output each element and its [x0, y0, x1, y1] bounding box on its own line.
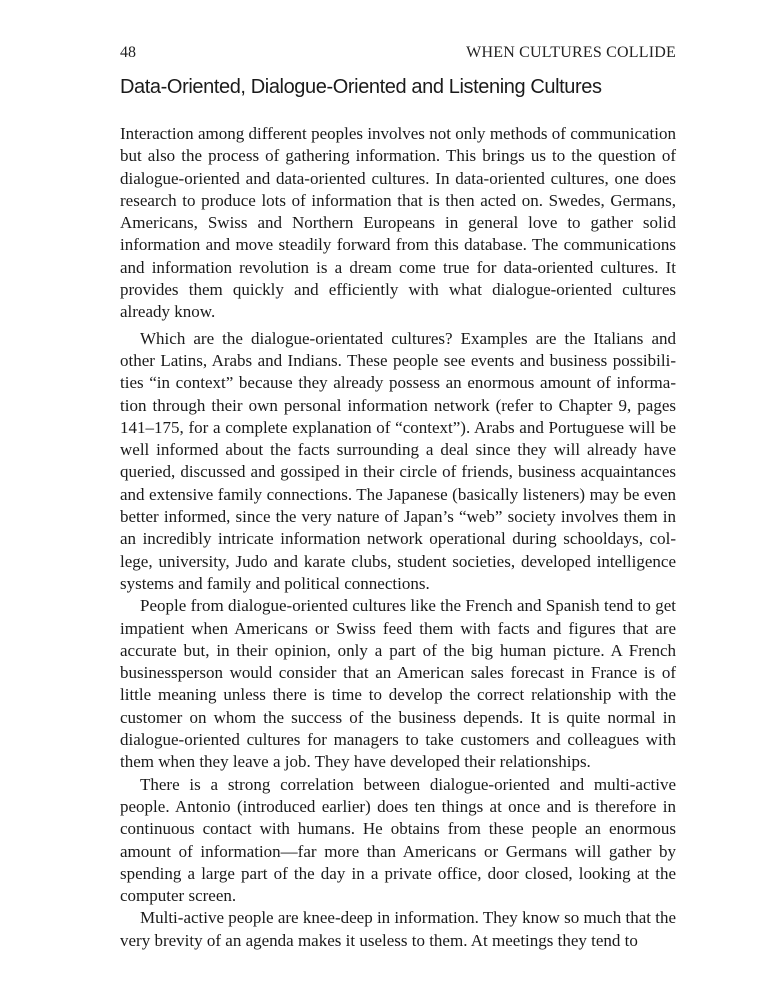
running-title: WHEN CULTURES COLLIDE — [466, 44, 676, 61]
paragraph-4: There is a strong correlation between dialogue-oriented and multi-active people. Antonio (introduced earlier) does ten things at once and is therefore in continuous contact with humans. He obtains from these people an enormous amount of information—far more than Americans or Germans will gather by spending a large part of the day in a private office, door closed, looking at the computer screen. — [120, 774, 676, 906]
paragraph-1: Interaction among different peoples involves not only methods of communication but also the process of gathering information. This brings us to the question of dialogue-oriented and data-oriented cultures. In data-oriented cultures, one does research to produce lots of information that is then acted on. Swedes, Germans, Americans, Swiss and Northern Europeans in general love to gather solid information and move steadily forward from this database. The communications and information revolution is a dream come true for data-oriented cultures. It provides them quickly and efficiently with what dialogue-oriented cultures already know. — [120, 124, 676, 322]
page-number: 48 — [120, 44, 136, 61]
paragraph-2: Which are the dialogue-orientated cultures? Examples are the Italians and other Latins, Arabs and Indians. These people see events and business possibilities “in context” because they already possess an enormous amount of information through their own personal information network (refer to Chapter 9, pages 141–175, for a complete explanation of “context”). Arabs and Portuguese will be well informed about the facts surrounding a deal since they will already have queried, discussed and gossiped in their circle of friends, business acquaintances and extensive family connections. The Japanese (basically listeners) may be even better informed, since the very nature of Japan’s “web” society involves them in an incredibly intricate information network operational during schooldays, college, university, Judo and karate clubs, student societies, developed intelligence systems and family and political connections. — [120, 328, 676, 593]
running-head — [120, 44, 676, 66]
paragraph-5: Multi-active people are knee-deep in information. They know so much that the very brevity of an agenda makes it useless to them. At meetings they tend to — [120, 908, 676, 950]
paragraph-3: People from dialogue-oriented cultures like the French and Spanish tend to get impatient when Americans or Swiss feed them with facts and figures that are accurate but, in their opinion, only a part of the big human picture. A French businessperson would consider that an American sales forecast in France is of little meaning unless there is time to develop the correct relationship with the customer on whom the success of the business depends. It is quite normal in dialogue-oriented cultures for managers to take customers and colleagues with them when they leave a job. They have developed their relationships. — [120, 596, 676, 772]
body-text — [120, 123, 676, 952]
section-heading: Data-Oriented, Dialogue-Oriented and Listening Cultures — [120, 76, 602, 98]
